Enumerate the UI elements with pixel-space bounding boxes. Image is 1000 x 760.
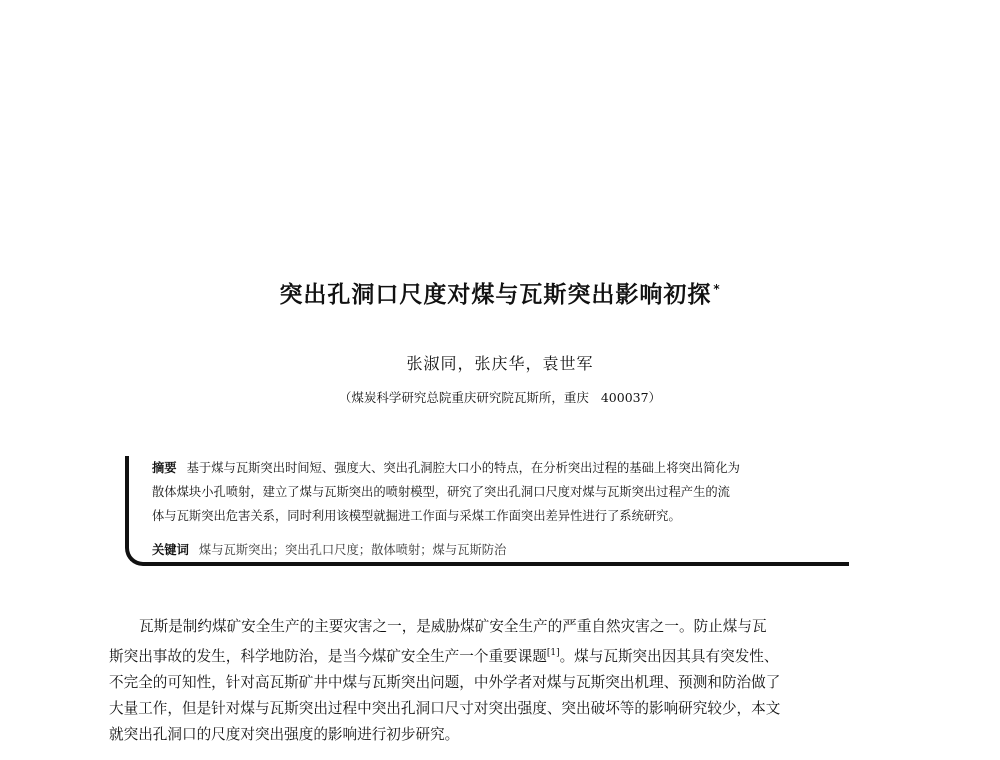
abstract-line-3: 体与瓦斯突出危害关系，同时利用该模型就掘进工作面与采煤工作面突出差异性进行了系统研究。 — [152, 509, 681, 523]
abstract-line-1 — [152, 456, 852, 480]
body-line-2-text: 斯突出事故的发生，科学地防治，是当今煤矿安全生产一个重要课题 — [109, 647, 547, 665]
body-line-3: 不完全的可知性，针对高瓦斯矿井中煤与瓦斯突出问题，中外学者对煤与瓦斯突出机理、预测和防治做了 — [109, 673, 781, 691]
abstract-line-2: 散体煤块小孔喷射，建立了煤与瓦斯突出的喷射模型，研究了突出孔洞口尺度对煤与瓦斯突出过程产生的流 — [152, 485, 730, 499]
abstract-label: 摘要 — [152, 461, 177, 475]
body-line-2 — [109, 640, 894, 670]
abstract-section — [125, 452, 850, 568]
author-list: 张淑同，张庆华，袁世军 — [406, 354, 594, 373]
keywords — [152, 540, 506, 558]
body-line-1: 瓦斯是制约煤矿安全生产的主要灾害之一，是威胁煤矿安全生产的严重自然灾害之一。防止煤与瓦 — [139, 618, 767, 635]
body-line-5: 就突出孔洞口的尺度对突出强度的影响进行初步研究。 — [109, 725, 460, 743]
citation-ref: [1] — [546, 648, 560, 658]
keywords-label: 关键词 — [152, 543, 189, 557]
affiliation: （煤炭科学研究总院重庆研究院瓦斯所，重庆 400037） — [338, 390, 662, 405]
title-footnote-mark: * — [713, 282, 721, 297]
paper-title-text: 突出孔洞口尺度对煤与瓦斯突出影响初探 — [279, 282, 712, 308]
body-line-2-tail: 。煤与瓦斯突出因其具有突发性、 — [559, 647, 779, 665]
intro-paragraph — [109, 614, 894, 748]
abstract-line-1-text: 基于煤与瓦斯突出时间短、强度大、突出孔洞腔大口小的特点，在分析突出过程的基础上将突出简化为 — [186, 461, 740, 475]
body-line-4: 大量工作，但是针对煤与瓦斯突出过程中突出孔洞口尺寸对突出强度、突出破坏等的影响研究较少，本文 — [109, 699, 781, 717]
abstract-text — [152, 456, 852, 528]
paper-title — [0, 276, 1000, 309]
keywords-text: 煤与瓦斯突出；突出孔口尺度；散体喷射；煤与瓦斯防治 — [198, 543, 507, 557]
